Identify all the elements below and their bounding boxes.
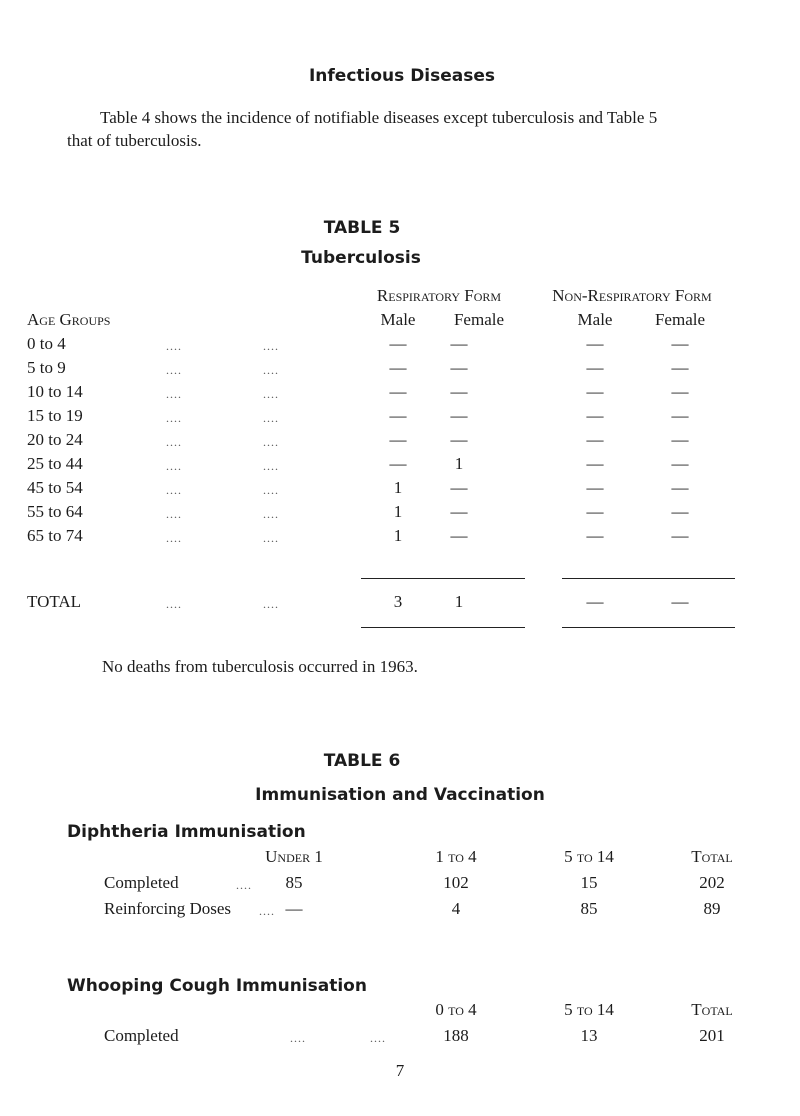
- table5-total-leader-2: ....: [263, 597, 279, 611]
- diphtheria-reinforcing-total: 89: [703, 899, 721, 918]
- diphtheria-reinforcing-under-1: —: [285, 899, 303, 918]
- table5-cell-resp-female: —: [450, 382, 468, 401]
- table5-row-leader: ....: [263, 531, 279, 545]
- table5-total-nonresp-male: —: [586, 592, 604, 611]
- diphtheria-reinforcing-5-to-14: 85: [580, 899, 598, 918]
- diphtheria-completed-under-1: 85: [285, 873, 303, 892]
- table5-row-leader: ....: [166, 507, 182, 521]
- table5-cell-nonresp-male: —: [586, 406, 604, 425]
- table5-row-leader: ....: [263, 339, 279, 353]
- diphtheria-col-5-to-14: 5 to 14: [564, 847, 614, 866]
- table5-row-age-group: 10 to 14: [27, 382, 83, 401]
- table5-row-leader: ....: [263, 435, 279, 449]
- diphtheria-row-completed-leader: ....: [236, 878, 252, 892]
- table5-cell-resp-female: —: [450, 430, 468, 449]
- table5-cell-nonresp-female: —: [671, 334, 689, 353]
- table5-cell-nonresp-female: —: [671, 406, 689, 425]
- diphtheria-row-reinforcing-leader: ....: [259, 904, 275, 918]
- table5-cell-resp-female: —: [450, 478, 468, 497]
- table5-cell-nonresp-male: —: [586, 502, 604, 521]
- table5-total-leader-1: ....: [166, 597, 182, 611]
- table5-row-age-group: 45 to 54: [27, 478, 83, 497]
- whooping-col-5-to-14: 5 to 14: [564, 1000, 614, 1019]
- whooping-completed-0-to-4: 188: [443, 1026, 469, 1045]
- table5-row-leader: ....: [263, 507, 279, 521]
- table5-cell-nonresp-male: —: [586, 526, 604, 545]
- table6-title: Immunisation and Vaccination: [255, 785, 545, 805]
- table5-total-nonresp-female: —: [671, 592, 689, 611]
- table5-row-leader: ....: [263, 459, 279, 473]
- table5-row-leader: ....: [166, 363, 182, 377]
- table5-cell-nonresp-female: —: [671, 430, 689, 449]
- diphtheria-completed-total: 202: [699, 873, 725, 892]
- table5-rule-top-resp: [361, 578, 525, 579]
- table5-title: Tuberculosis: [301, 248, 421, 268]
- table5-row-leader: ....: [166, 459, 182, 473]
- table5-cell-nonresp-female: —: [671, 382, 689, 401]
- table5-row-leader: ....: [263, 411, 279, 425]
- table5-cell-resp-female: —: [450, 406, 468, 425]
- table5-cell-nonresp-female: —: [671, 478, 689, 497]
- table5-cell-resp-male: 1: [393, 478, 403, 497]
- table5-row-age-group: 55 to 64: [27, 502, 83, 521]
- diphtheria-completed-5-to-14: 15: [580, 873, 598, 892]
- table5-row-leader: ....: [263, 363, 279, 377]
- whooping-row-completed-leader-1: ....: [290, 1031, 306, 1045]
- table5-rule-bottom-nonresp: [562, 627, 735, 628]
- table5-group-respiratory: Respiratory Form: [376, 286, 502, 305]
- table5-total-label: TOTAL: [27, 592, 82, 611]
- table5-row-leader: ....: [166, 387, 182, 401]
- table5-cell-nonresp-male: —: [586, 454, 604, 473]
- table5-row-leader: ....: [166, 411, 182, 425]
- table5-rule-bottom-resp: [361, 627, 525, 628]
- page-number: 7: [395, 1061, 405, 1080]
- table5-total-resp-female: 1: [454, 592, 464, 611]
- table5-cell-resp-male: —: [389, 382, 407, 401]
- diphtheria-reinforcing-1-to-4: 4: [451, 899, 461, 918]
- table5-row-leader: ....: [166, 339, 182, 353]
- page-heading: Infectious Diseases: [308, 66, 496, 86]
- table5-col-resp-male: Male: [380, 310, 416, 329]
- table5-cell-resp-female: 1: [454, 454, 464, 473]
- table5-cell-nonresp-female: —: [671, 502, 689, 521]
- table5-cell-resp-female: —: [450, 502, 468, 521]
- table5-cell-nonresp-female: —: [671, 526, 689, 545]
- table5-row-leader: ....: [263, 387, 279, 401]
- table5-rule-top-nonresp: [562, 578, 735, 579]
- whooping-completed-5-to-14: 13: [580, 1026, 598, 1045]
- diphtheria-col-1-to-4: 1 to 4: [435, 847, 477, 866]
- table5-col-nonresp-male: Male: [577, 310, 613, 329]
- table5-row-age-group: 15 to 19: [27, 406, 83, 425]
- table5-cell-nonresp-male: —: [586, 382, 604, 401]
- no-deaths-note: No deaths from tuberculosis occurred in 1963.: [102, 657, 418, 676]
- diphtheria-row-completed-label: Completed: [104, 873, 179, 892]
- whooping-col-total: Total: [691, 1000, 733, 1019]
- table5-cell-nonresp-male: —: [586, 358, 604, 377]
- table5-row-age-group: 65 to 74: [27, 526, 83, 545]
- table5-row-age-group: 0 to 4: [27, 334, 66, 353]
- whooping-row-completed-label: Completed: [104, 1026, 179, 1045]
- table5-cell-nonresp-male: —: [586, 430, 604, 449]
- whooping-completed-total: 201: [699, 1026, 725, 1045]
- table5-cell-nonresp-female: —: [671, 358, 689, 377]
- table5-cell-resp-female: —: [450, 334, 468, 353]
- table5-label: TABLE 5: [323, 218, 401, 238]
- table5-cell-nonresp-female: —: [671, 454, 689, 473]
- table5-cell-resp-male: —: [389, 430, 407, 449]
- table5-cell-resp-male: —: [389, 454, 407, 473]
- table5-cell-resp-male: —: [389, 358, 407, 377]
- table5-col-nonresp-female: Female: [654, 310, 706, 329]
- whooping-row-completed-leader-2: ....: [370, 1031, 386, 1045]
- table5-cell-nonresp-male: —: [586, 334, 604, 353]
- table5-group-non-respiratory: Non-Respiratory Form: [552, 286, 712, 305]
- table5-cell-resp-female: —: [450, 358, 468, 377]
- table5-cell-resp-male: —: [389, 406, 407, 425]
- table5-cell-resp-female: —: [450, 526, 468, 545]
- table5-cell-resp-male: 1: [393, 526, 403, 545]
- table5-row-leader: ....: [166, 483, 182, 497]
- intro-line-2: that of tuberculosis.: [67, 131, 202, 150]
- table5-row-leader: ....: [263, 483, 279, 497]
- diphtheria-heading: Diphtheria Immunisation: [67, 822, 306, 842]
- diphtheria-row-reinforcing-label: Reinforcing Doses: [104, 899, 232, 918]
- diphtheria-col-total: Total: [691, 847, 733, 866]
- table5-col-resp-female: Female: [453, 310, 505, 329]
- diphtheria-col-under-1: Under 1: [265, 847, 323, 866]
- table5-cell-resp-male: 1: [393, 502, 403, 521]
- table5-row-age-group: 20 to 24: [27, 430, 83, 449]
- table5-col-age-groups: Age Groups: [27, 310, 111, 329]
- table5-total-resp-male: 3: [393, 592, 403, 611]
- table5-row-age-group: 5 to 9: [27, 358, 66, 377]
- table5-cell-nonresp-male: —: [586, 478, 604, 497]
- table5-row-leader: ....: [166, 531, 182, 545]
- table6-label: TABLE 6: [323, 751, 401, 771]
- diphtheria-completed-1-to-4: 102: [443, 873, 469, 892]
- whooping-heading: Whooping Cough Immunisation: [67, 976, 367, 996]
- intro-line-1: Table 4 shows the incidence of notifiable diseases except tuberculosis and Table 5: [100, 108, 658, 127]
- table5-row-leader: ....: [166, 435, 182, 449]
- table5-row-age-group: 25 to 44: [27, 454, 83, 473]
- whooping-col-0-to-4: 0 to 4: [435, 1000, 477, 1019]
- table5-cell-resp-male: —: [389, 334, 407, 353]
